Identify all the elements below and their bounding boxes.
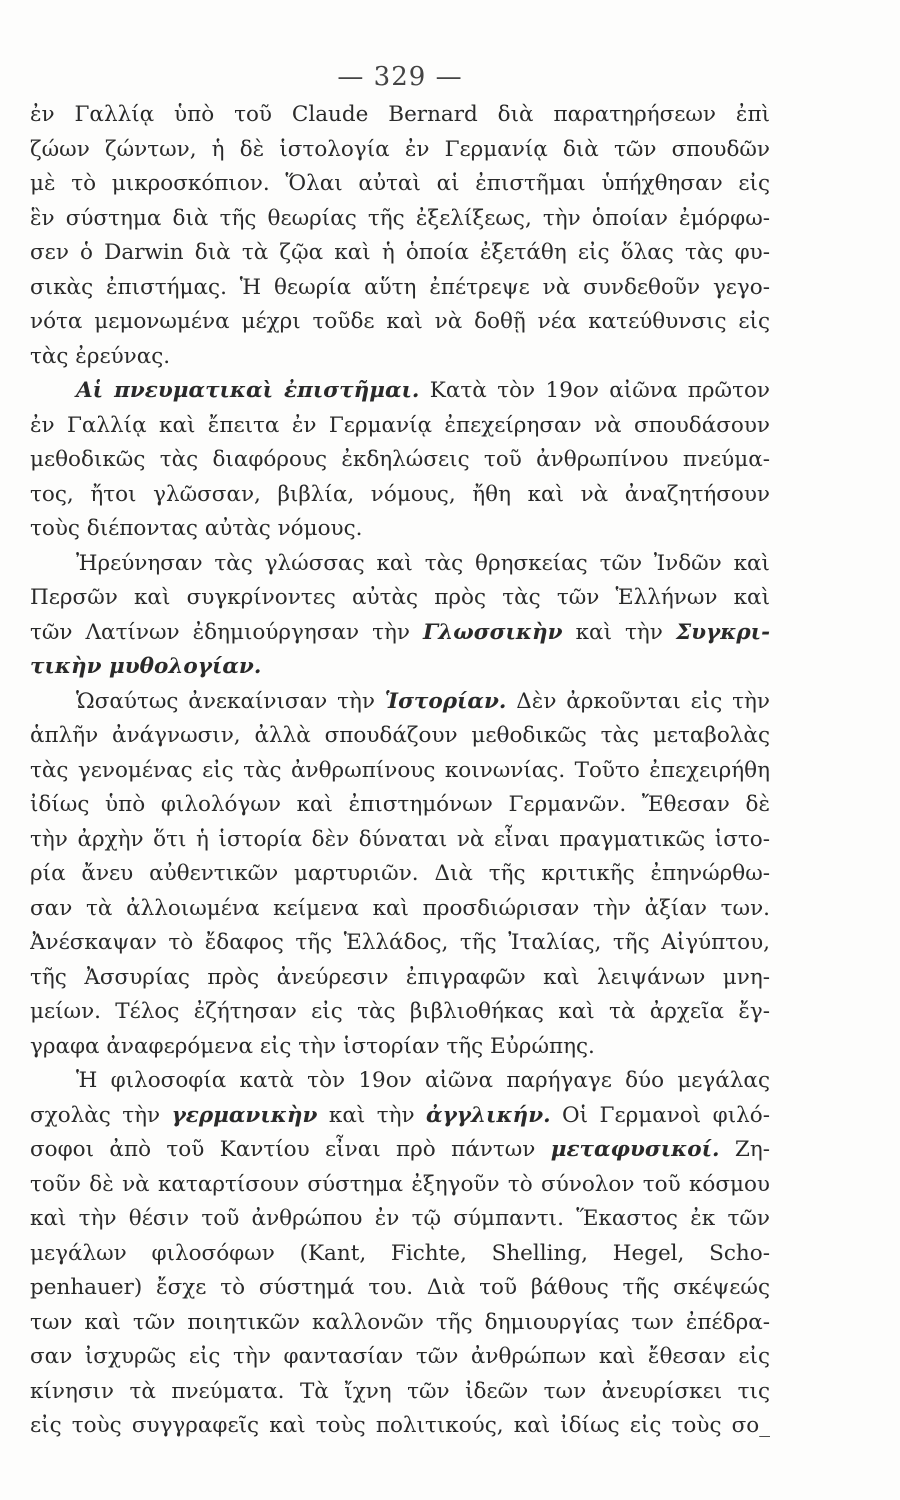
text-line: τοῦν δὲ νὰ καταρτίσουν σύστημα ἐξηγοῦν τὸ σύνολον τοῦ κόσμου <box>30 1171 770 1197</box>
text-line: Ἡ φιλοσοφία κατὰ τὸν 19ον αἰῶνα παρήγαγε δύο μεγάλας <box>76 1068 770 1093</box>
text-line: ρία ἄνευ αὐθεντικῶν μαρτυριῶν. Διὰ τῆς κριτικῆς ἐπηνώρθω- <box>30 861 770 886</box>
text-line: των καὶ τῶν ποιητικῶν καλλονῶν τῆς δημιουργίας των ἐπέδρα- <box>30 1309 770 1335</box>
text-span: Κατὰ τὸν 19ον αἰῶνα πρῶτον <box>429 378 770 403</box>
text-span: σχολὰς τὴν <box>30 1102 161 1128</box>
text-span: καὶ τὴν <box>575 619 663 645</box>
text-line: τῆς Ἀσσυρίας πρὸς ἀνεύρεσιν ἐπιγραφῶν καὶ λειψάνων μνη- <box>30 964 770 990</box>
text-line <box>30 685 770 720</box>
body-text <box>30 98 770 1444</box>
emphasis-term: Ἱστορίαν. <box>384 688 507 714</box>
section-heading-line <box>30 374 770 409</box>
text-line: σαν τὰ ἀλλοιωμένα κείμενα καὶ προσδιώρισαν τὴν ἀξίαν των. <box>30 895 770 921</box>
text-line <box>30 616 770 651</box>
emphasis-term: τικὴν μυθολογίαν. <box>30 654 262 679</box>
text-line: μεγάλων φιλοσόφων (Kant, Fichte, Shelling, Hegel, Scho- <box>30 1240 770 1266</box>
text-line: ἓν σύστημα διὰ τῆς θεωρίας τῆς ἐξελίξεως, τὴν ὁποίαν ἐμόρφω- <box>30 205 770 231</box>
text-line <box>30 1133 770 1168</box>
text-line: τὴν ἀρχὴν ὅτι ἡ ἱστορία δὲν δύναται νὰ εἶναι πραγματικῶς ἱστο- <box>30 826 770 852</box>
emphasis-term: μεταφυσικοί. <box>550 1137 720 1162</box>
emphasis-term: Γλωσσικὴν <box>422 619 563 645</box>
text-span: Δὲν ἀρκοῦνται εἰς τὴν <box>516 688 770 714</box>
text-span: καὶ τὴν <box>328 1102 415 1128</box>
text-line: τὰς ἐρεύνας. <box>30 343 171 369</box>
text-span: Ζη- <box>734 1137 770 1162</box>
text-line: penhauer) ἔσχε τὸ σύστημά του. Διὰ τοῦ βάθους τῆς σκέψεώς <box>30 1275 770 1300</box>
text-line <box>30 1099 770 1134</box>
text-line: εἰς τοὺς συγγραφεῖς καὶ τοὺς πολιτικούς, καὶ ἰδίως εἰς τοὺς σο_ <box>30 1413 770 1438</box>
text-span: Ὡσαύτως ἀνεκαίνισαν τὴν <box>76 688 375 714</box>
emphasis-term: ἀγγλικήν. <box>426 1102 551 1128</box>
text-line: Ἀνέσκαψαν τὸ ἔδαφος τῆς Ἑλλάδος, τῆς Ἰταλίας, τῆς Αἰγύπτου, <box>30 930 770 955</box>
text-line: σεν ὁ Darwin διὰ τὰ ζῷα καὶ ἡ ὁποία ἐξετάθη εἰς ὅλας τὰς φυ- <box>30 240 770 265</box>
text-line: Ἠρεύνησαν τὰς γλώσσας καὶ τὰς θρησκείας τῶν Ἰνδῶν καὶ <box>76 550 770 576</box>
text-line: μείων. Τέλος ἐζήτησαν εἰς τὰς βιβλιοθήκας καὶ τὰ ἀρχεῖα ἔγ- <box>30 999 770 1024</box>
text-line: τὰς γενομένας εἰς τὰς ἀνθρωπίνους κοινωνίας. Τοῦτο ἐπεχειρήθη <box>30 757 770 783</box>
text-line: τοὺς διέποντας αὐτὰς νόμους. <box>30 516 363 541</box>
text-line: μὲ τὸ μικροσκόπιον. Ὅλαι αὐταὶ αἱ ἐπιστῆμαι ὑπήχθησαν εἰς <box>30 171 770 196</box>
text-line: ἐν Γαλλίᾳ καὶ ἔπειτα ἐν Γερμανίᾳ ἐπεχείρησαν νὰ σπουδάσουν <box>30 412 770 438</box>
text-line: κίνησιν τὰ πνεύματα. Τὰ ἴχνη τῶν ἰδεῶν των ἀνευρίσκει τις <box>30 1378 770 1404</box>
text-line: γραφα ἀναφερόμενα εἰς τὴν ἱστορίαν τῆς Εὐρώπης. <box>30 1033 595 1059</box>
text-line: σικὰς ἐπιστήμας. Ἡ θεωρία αὕτη ἐπέτρεψε νὰ συνδεθοῦν γεγο- <box>30 274 770 300</box>
text-line: νότα μεμονωμένα μέχρι τοῦδε καὶ νὰ δοθῇ νέα κατεύθυνσις εἰς <box>30 309 770 334</box>
text-line: σαν ἰσχυρῶς εἰς τὴν φαντασίαν τῶν ἀνθρώπων καὶ ἔθεσαν εἰς <box>30 1344 770 1369</box>
text-line: τος, ἤτοι γλῶσσαν, βιβλία, νόμους, ἤθη καὶ νὰ ἀναζητήσουν <box>30 481 770 507</box>
text-line: καὶ τὴν θέσιν τοῦ ἀνθρώπου ἐν τῷ σύμπαντι. Ἕκαστος ἐκ τῶν <box>30 1206 770 1231</box>
text-span: σοφοι ἀπὸ τοῦ Καντίου εἶναι πρὸ πάντων <box>30 1137 536 1162</box>
text-line: ἁπλῆν ἀνάγνωσιν, ἀλλὰ σπουδάζουν μεθοδικῶς τὰς μεταβολὰς <box>30 723 770 748</box>
section-heading: Αἱ πνευματικαὶ ἐπιστῆμαι. <box>76 378 420 403</box>
text-span: Οἱ Γερμανοὶ φιλό- <box>562 1102 770 1128</box>
text-span: τῶν Λατίνων ἐδημιούργησαν τὴν <box>30 619 410 645</box>
text-line: Περσῶν καὶ συγκρίνοντες αὐτὰς πρὸς τὰς τῶν Ἑλλήνων καὶ <box>30 585 770 610</box>
page-number: — 329 — <box>337 62 463 92</box>
text-line: ζώων ζώντων, ἡ δὲ ἱστολογία ἐν Γερμανίᾳ διὰ τῶν σπουδῶν <box>30 136 770 162</box>
text-line: ἐν Γαλλίᾳ ὑπὸ τοῦ Claude Bernard διὰ παρατηρήσεων ἐπὶ <box>30 102 770 127</box>
text-line: ἰδίως ὑπὸ φιλολόγων καὶ ἐπιστημόνων Γερμανῶν. Ἔθεσαν δὲ <box>30 792 770 817</box>
text-line <box>30 650 770 685</box>
text-line: μεθοδικῶς τὰς διαφόρους ἐκδηλώσεις τοῦ ἀνθρωπίνου πνεύμα- <box>30 447 770 472</box>
emphasis-term: Συγκρι- <box>675 619 770 645</box>
emphasis-term: γερμανικὴν <box>171 1102 318 1128</box>
